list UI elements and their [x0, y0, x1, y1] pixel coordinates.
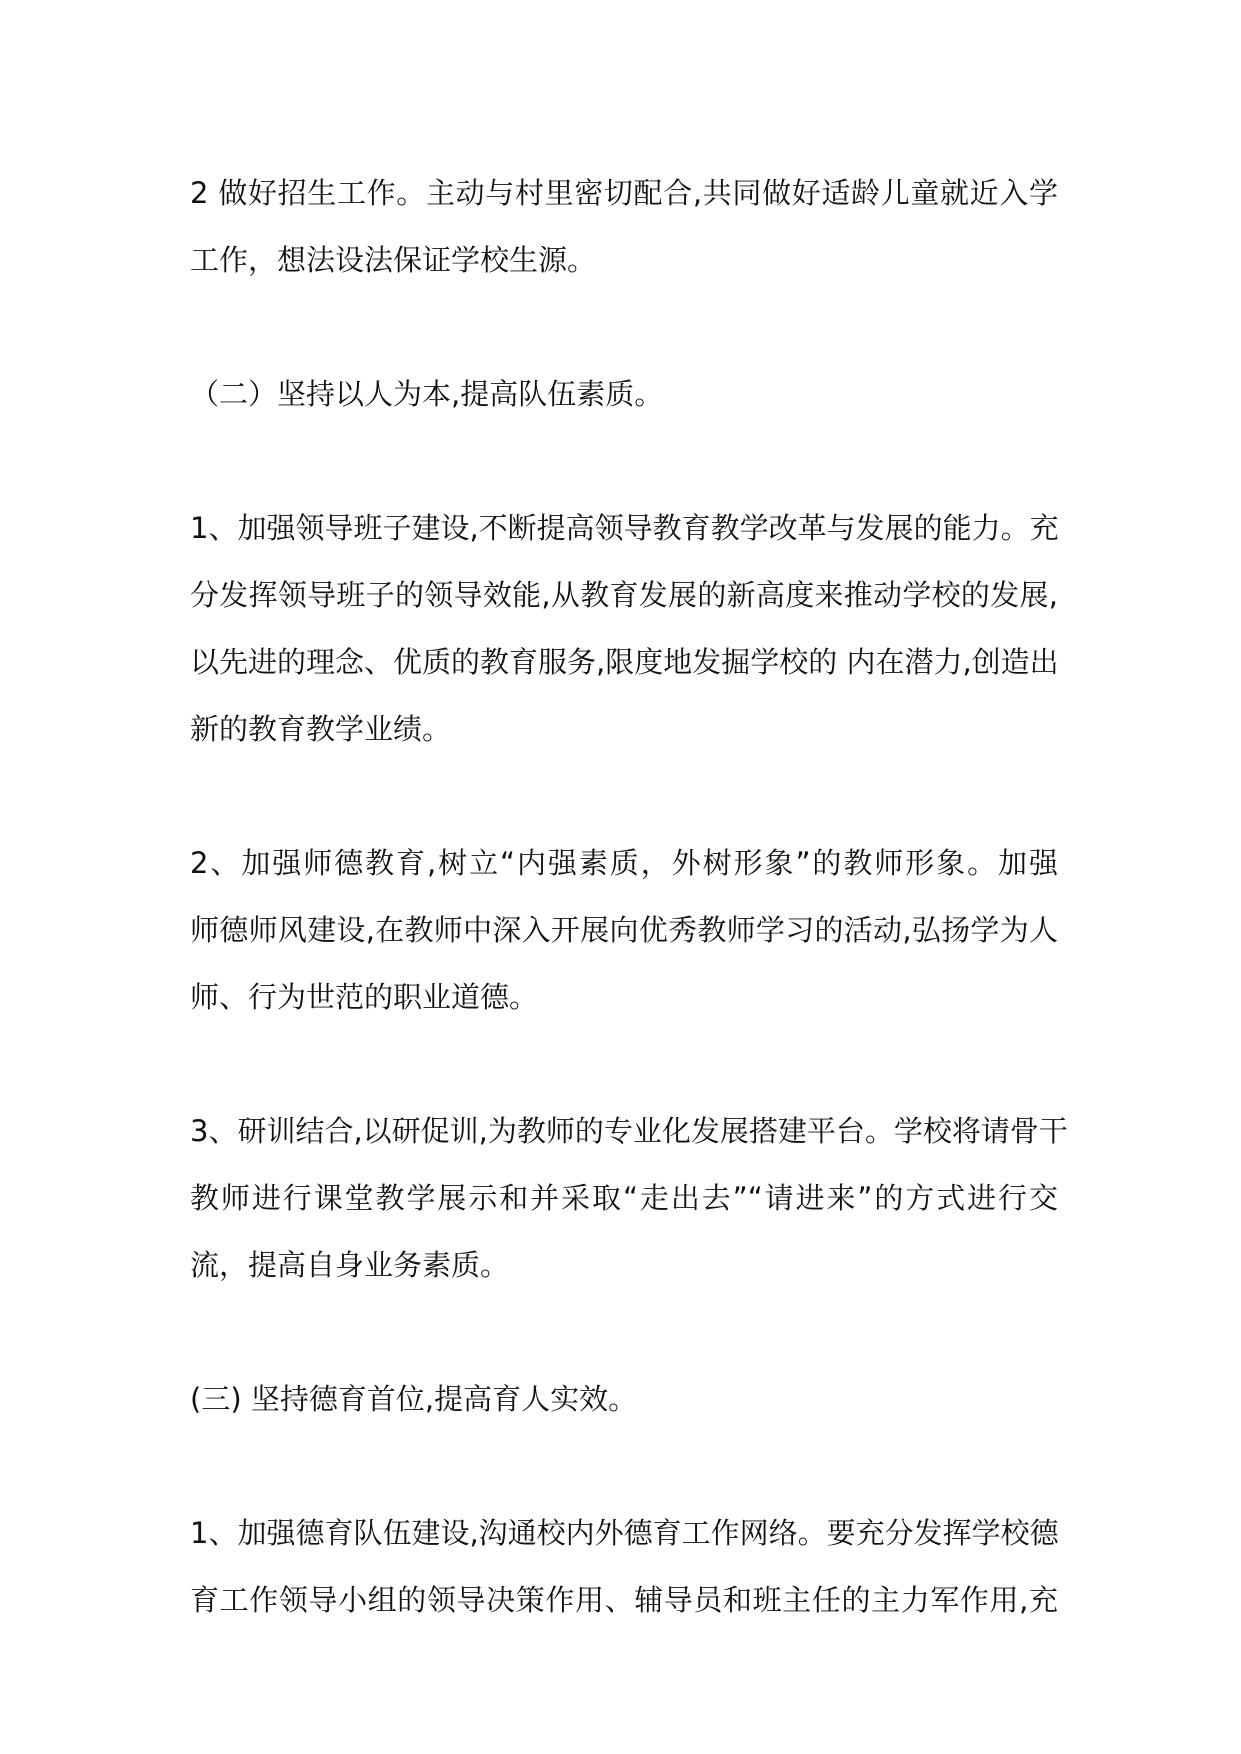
paragraph-spacing	[190, 294, 1058, 361]
paragraph	[190, 160, 1058, 294]
text-line: (三) 坚持德育首位,提高育人实效。	[190, 1382, 638, 1416]
text-line: 育工作领导小组的领导决策作用、辅导员和班主任的主力军作用,充	[190, 1583, 1058, 1617]
paragraph	[190, 1366, 1058, 1433]
paragraph	[190, 1500, 1058, 1634]
text-line: 师、行为世范的职业道德。	[190, 980, 539, 1014]
text-line: 师德师风建设,在教师中深入开展向优秀教师学习的活动,弘扬学为人	[190, 913, 1058, 947]
text-line: 以先进的理念、优质的教育服务,限度地发掘学校的 内在潜力,创造出	[190, 645, 1059, 679]
text-line: 新的教育教学业绩。	[190, 712, 452, 746]
text-line: 工作，想法设法保证学校生源。	[190, 243, 597, 277]
text-line: 2、加强师德教育,树立“内强素质，外树形象”的教师形象。加强	[190, 846, 1058, 880]
paragraph	[190, 830, 1058, 1031]
paragraph-spacing	[190, 1031, 1058, 1098]
paragraph	[190, 1098, 1068, 1299]
document-body	[190, 160, 1068, 1634]
text-line: 1、加强德育队伍建设,沟通校内外德育工作网络。要充分发挥学校德	[190, 1516, 1059, 1550]
paragraph	[190, 495, 1058, 763]
paragraph-spacing	[190, 1299, 1058, 1366]
text-line: （二）坚持以人为本,提高队伍素质。	[190, 377, 664, 411]
text-line: 流，提高自身业务素质。	[190, 1248, 510, 1282]
text-line: 教师进行课堂教学展示和并采取“走出去”“请进来”的方式进行交	[190, 1181, 1058, 1215]
text-line: 3、研训结合,以研促训,为教师的专业化发展搭建平台。学校将请骨干	[190, 1114, 1068, 1148]
paragraph-spacing	[190, 763, 1058, 830]
text-line: 分发挥领导班子的领导效能,从教育发展的新高度来推动学校的发展,	[190, 578, 1058, 612]
text-line: 1、加强领导班子建设,不断提高领导教育教学改革与发展的能力。充	[190, 511, 1059, 545]
text-line: 2 做好招生工作。主动与村里密切配合,共同做好适龄儿童就近入学	[190, 176, 1058, 210]
paragraph	[190, 361, 1058, 428]
paragraph-spacing	[190, 428, 1058, 495]
paragraph-spacing	[190, 1433, 1058, 1500]
